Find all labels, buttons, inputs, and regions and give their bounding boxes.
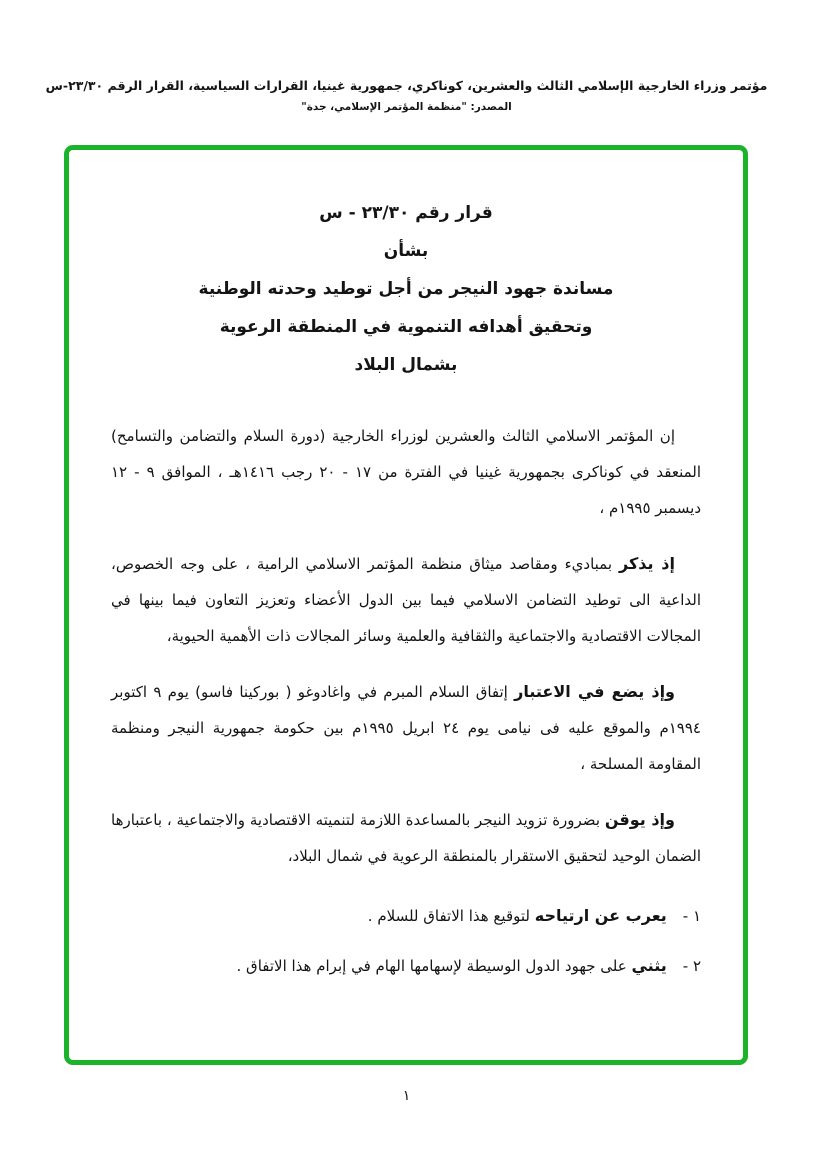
resolution-number-title: قرار رقم ٢٣/٣٠ - س: [319, 203, 493, 223]
preamble-paragraph: [111, 802, 701, 874]
preamble-paragraph: [111, 674, 701, 782]
paragraph-lead: وإذ يوقن: [604, 810, 675, 829]
header-source-line: المصدر: "منظمة المؤتمر الإسلامي، جدة": [301, 101, 512, 113]
resolution-title-line: وتحقيق أهدافه التنموية في المنطقة الرعوية: [219, 317, 593, 337]
item-lead: يعرب عن ارتياحه: [534, 906, 667, 925]
paragraph-text: إن المؤتمر الاسلامي الثالث والعشرين لوزراء الخارجية (دورة السلام والتضامن والتسامح) المنعقد في كوناكرى بجمهورية غينيا في الفترة من ١٧ - ٢٠ رجب ١٤١٦هـ ، الموافق ٩ - ١٢ ديسمبر ١٩٩٥م ،: [111, 427, 702, 517]
header-citation-line: مؤتمر وزراء الخارجية الإسلامي الثالث والعشرين، كوناكري، جمهورية غينيا، القرارات السياسية، القرار الرقم ٢٣/٣٠-س: [45, 78, 768, 93]
operative-item: [111, 954, 701, 978]
item-number: ١ -: [682, 907, 701, 925]
item-lead: يثني: [631, 956, 667, 975]
paragraph-text: بضرورة تزويد النيجر بالمساعدة اللازمة لتنميته الاقتصادية والاجتماعية ، باعتبارها الضمان الوحيد لتحقيق الاستقرار بالمنطقة الرعوية في شمال البلاد،: [111, 811, 701, 865]
item-text: [237, 954, 667, 978]
preamble-paragraph: [111, 546, 701, 654]
resolution-border-box: [64, 145, 748, 1065]
resolution-title-line: بشمال البلاد: [354, 355, 458, 375]
paragraph-lead: وإذ يضع في الاعتبار: [514, 682, 675, 701]
document-header: [0, 78, 813, 113]
item-body: لتوقيع هذا الاتفاق للسلام .: [367, 907, 535, 925]
paragraph-text: بمباديء ومقاصد ميثاق منظمة المؤتمر الاسلامي الرامية ، على وجه الخصوص، الداعية الى توطيد التضامن الاسلامي فيما بين الدول الأعضاء وتعزيز التعاون فيما بينها في المجالات الاقتصادية والاجتماعية والثقافية والعلمية وسائر المجالات ذات الأهمية الحيوية،: [111, 555, 701, 645]
item-text: [368, 904, 667, 928]
paragraph-text: إتفاق السلام المبرم في واغادوغو ( بوركينا فاسو) يوم ٩ اكتوبر ١٩٩٤م والموقع عليه فى نيامى يوم ٢٤ ابريل ١٩٩٥م بين حكومة جمهورية النيجر ومنظمة المقاومة المسلحة ،: [111, 683, 701, 773]
paragraph-lead: إذ يذكر: [619, 554, 675, 573]
resolution-title-block: [111, 194, 701, 384]
item-body: على جهود الدول الوسيطة لإسهامها الهام في إبرام هذا الاتفاق .: [236, 957, 632, 975]
item-number: ٢ -: [682, 957, 701, 975]
operative-item: [111, 904, 701, 928]
page-number: ١: [402, 1088, 411, 1104]
preamble-paragraph: [111, 418, 701, 526]
resolution-title-regarding: بشأن: [383, 241, 429, 261]
resolution-title-line: مساندة جهود النيجر من أجل توطيد وحدته الوطنية: [198, 279, 614, 299]
